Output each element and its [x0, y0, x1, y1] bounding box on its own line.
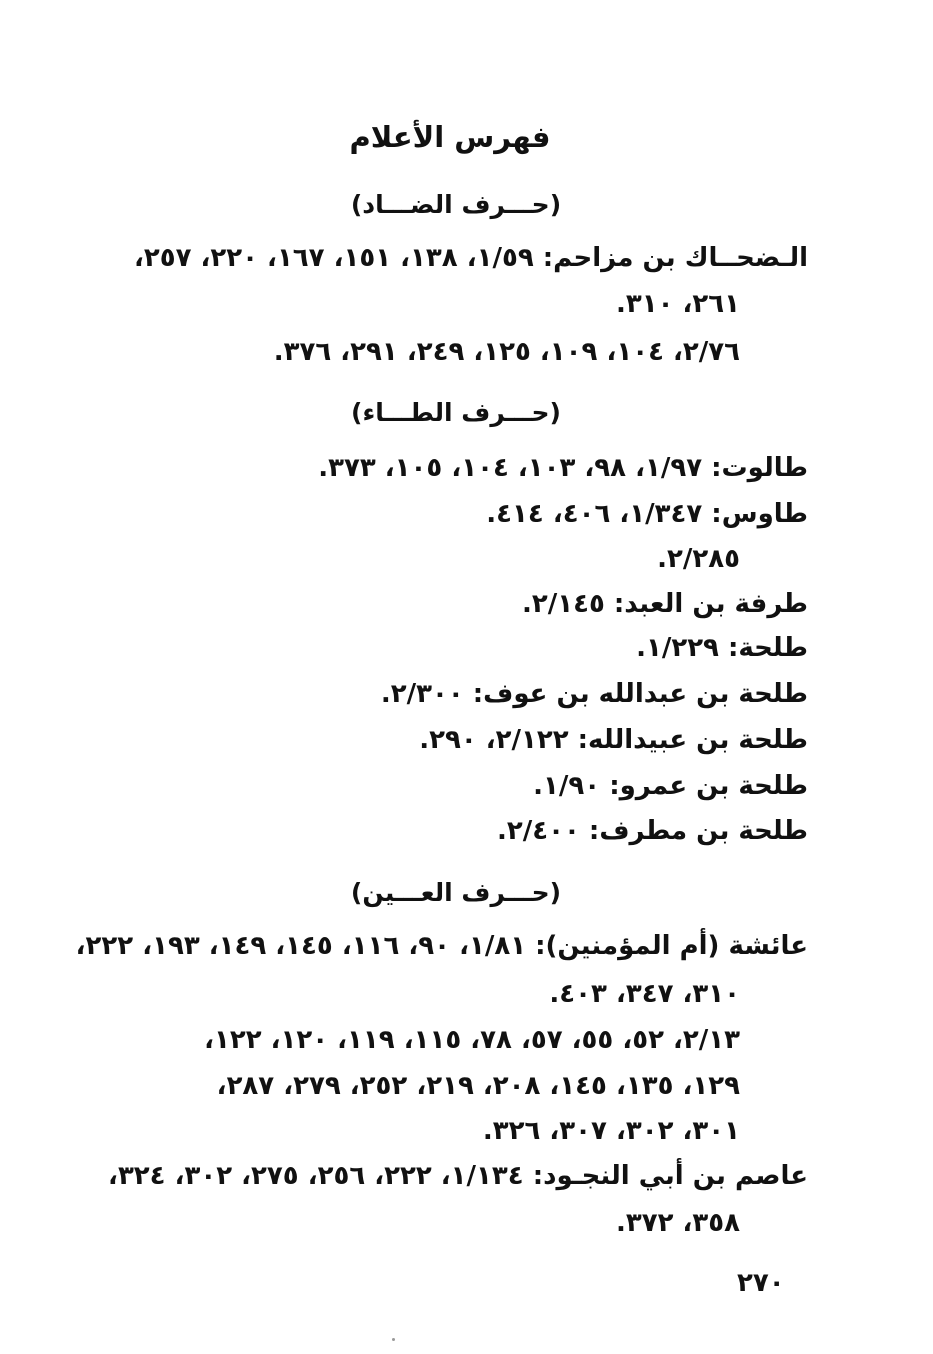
scan-speck	[392, 1338, 395, 1341]
index-entry: طلحة بن مطرف: ٢/٤٠٠.	[497, 816, 808, 846]
index-entry-continuation: ٢/٧٦، ١٠٤، ١٠٩، ١٢٥، ٢٤٩، ٢٩١، ٣٧٦.	[273, 337, 740, 367]
page-number: ٢٧٠	[737, 1268, 785, 1298]
index-entry: طاوس: ١/٣٤٧، ٤٠٦، ٤١٤.	[486, 499, 808, 529]
index-entry: طلحة: ١/٢٢٩.	[636, 633, 808, 663]
index-entry: الـضحــاك بن مزاحم: ١/٥٩، ١٣٨، ١٥١، ١٦٧، ٢٢٠، ٢٥٧،	[133, 243, 808, 273]
index-entry: عائشة (أم المؤمنين): ١/٨١، ٩٠، ١١٦، ١٤٥، ١٤٩، ١٩٣، ٢٢٢،	[75, 931, 808, 961]
index-entry: طالوت: ١/٩٧، ٩٨، ١٠٣، ١٠٤، ١٠٥، ٣٧٣.	[318, 453, 808, 483]
section-heading-dad: (حـــرف الضـــاد)	[350, 190, 562, 219]
section-heading-ta: (حـــرف الطـــاء)	[351, 398, 561, 427]
index-entry: عاصم بن أبي النجـود: ١/١٣٤، ٢٢٢، ٢٥٦، ٢٧٥، ٣٠٢، ٣٢٤،	[108, 1161, 808, 1191]
page-title: فهرس الأعلام	[349, 120, 551, 154]
index-entry-continuation: ١٢٩، ١٣٥، ١٤٥، ٢٠٨، ٢١٩، ٢٥٢، ٢٧٩، ٢٨٧،	[216, 1071, 740, 1101]
index-entry: طلحة بن عمرو: ١/٩٠.	[533, 771, 808, 801]
index-entry: طرفة بن العبد: ٢/١٤٥.	[521, 589, 808, 619]
index-entry: طلحة بن عبيدالله: ٢/١٢٢، ٢٩٠.	[419, 725, 808, 755]
index-entry-continuation: ٣١٠، ٣٤٧، ٤٠٣.	[549, 979, 740, 1009]
index-entry-continuation: ٢/١٣، ٥٢، ٥٥، ٥٧، ٧٨، ١١٥، ١١٩، ١٢٠، ١٢٢،	[204, 1025, 740, 1055]
index-entry-continuation: ٣٥٨، ٣٧٢.	[615, 1208, 740, 1238]
section-heading-ain: (حـــرف العـــين)	[350, 878, 562, 907]
index-entry-continuation: ٣٠١، ٣٠٢، ٣٠٧، ٣٢٦.	[482, 1116, 740, 1146]
index-entry: طلحة بن عبدالله بن عوف: ٢/٣٠٠.	[380, 679, 808, 709]
index-entry-continuation: ٢/٢٨٥.	[657, 544, 740, 574]
index-entry-continuation: ٢٦١، ٣١٠.	[615, 289, 740, 319]
